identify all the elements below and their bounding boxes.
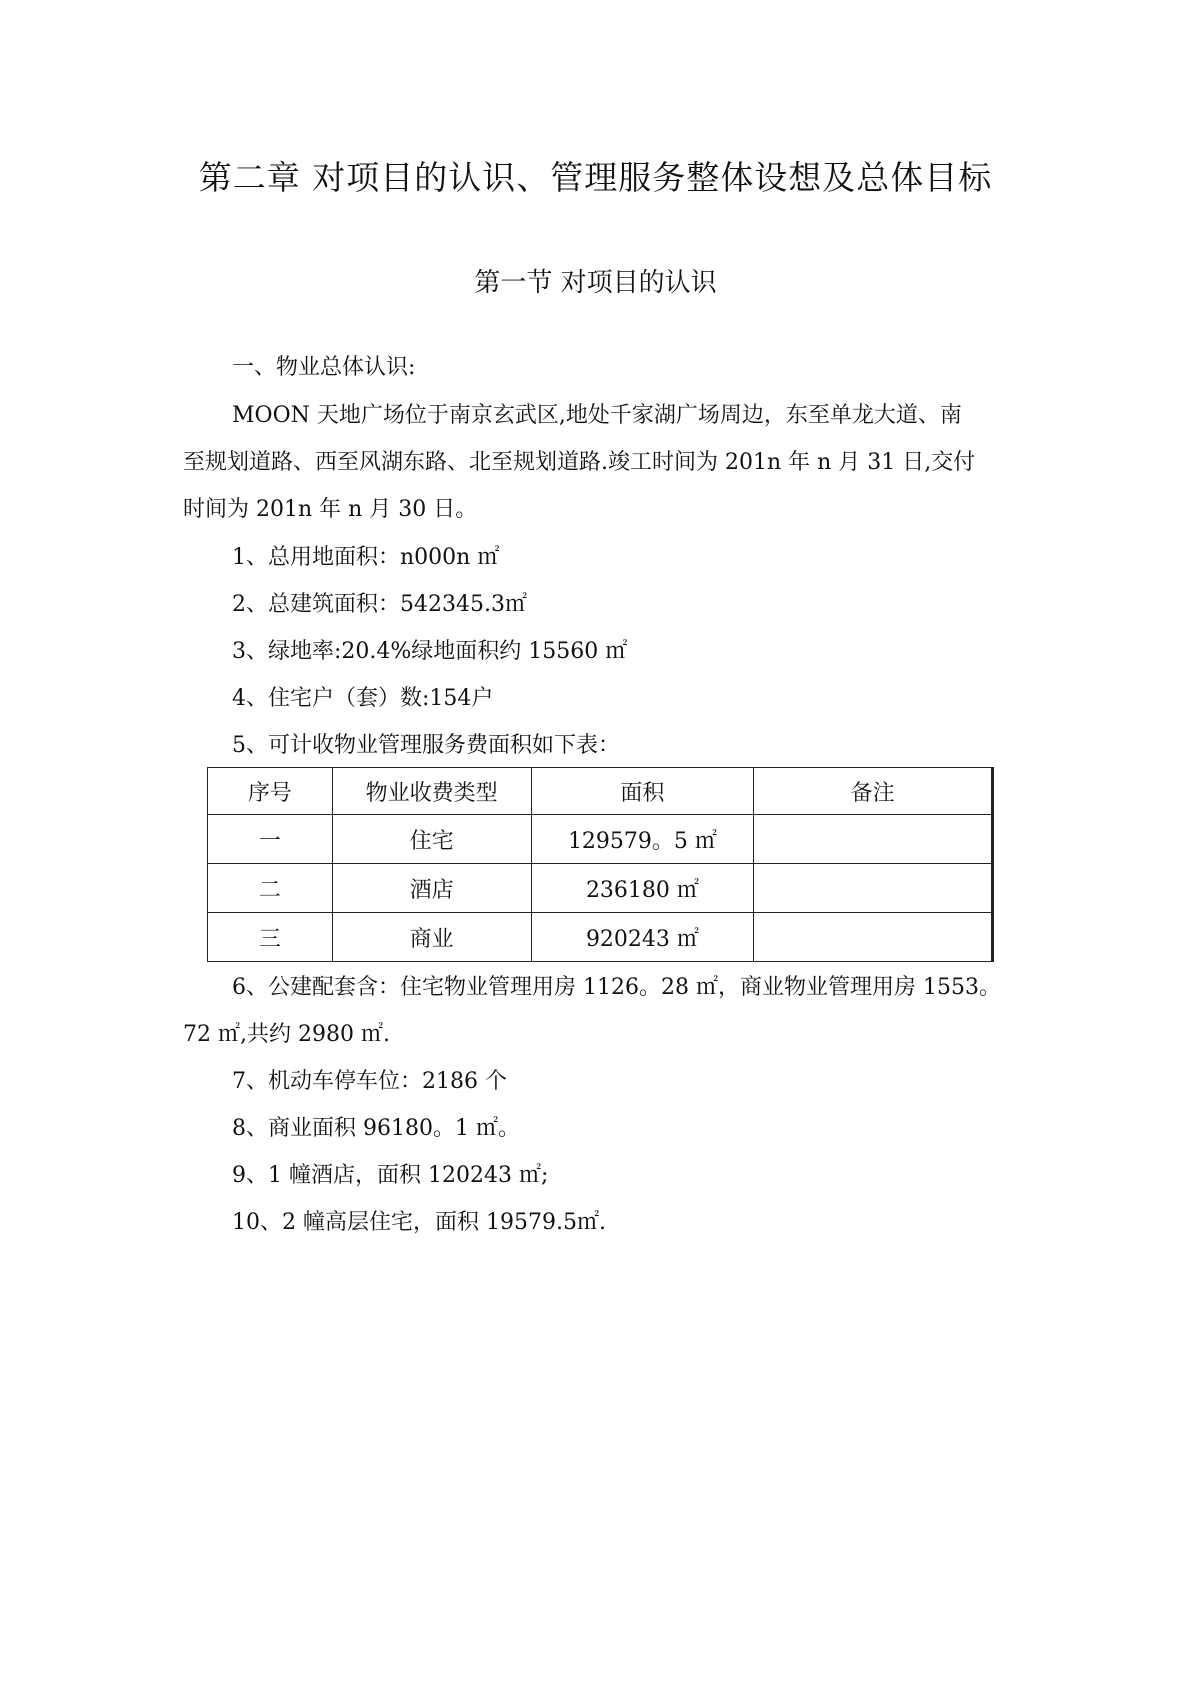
item-commercial-area: 8、商业面积 96180。1 ㎡。 bbox=[232, 1116, 520, 1141]
table-cell: 二 bbox=[208, 864, 333, 913]
table-cell: 商业 bbox=[332, 913, 531, 962]
table-cell: 236180 ㎡ bbox=[531, 864, 754, 913]
item-green-rate: 3、绿地率:20.4%绿地面积约 15560 ㎡ bbox=[232, 639, 628, 664]
fee-area-table-wrap bbox=[207, 767, 994, 962]
intro-line-2: 至规划道路、西至风湖东路、北至规划道路.竣工时间为 201n 年 n 月 31 日,交付 bbox=[183, 450, 976, 475]
item-total-land-area: 1、总用地面积：n000n ㎡ bbox=[232, 545, 500, 570]
intro-line-3: 时间为 201n 年 n 月 30 日。 bbox=[183, 497, 478, 522]
table-row bbox=[208, 913, 992, 962]
table-cell bbox=[754, 913, 992, 962]
table-cell: 住宅 bbox=[332, 815, 531, 864]
table-cell: 129579。5 ㎡ bbox=[531, 815, 754, 864]
heading-overview: 一、物业总体认识: bbox=[232, 355, 416, 380]
table-header-cell: 备注 bbox=[754, 768, 992, 815]
table-header-cell: 物业收费类型 bbox=[332, 768, 531, 815]
table-cell bbox=[754, 864, 992, 913]
table-right-border bbox=[991, 767, 994, 962]
table-cell: 920243 ㎡ bbox=[531, 913, 754, 962]
chapter-title: 第二章 对项目的认识、管理服务整体设想及总体目标 bbox=[198, 158, 993, 197]
section-title: 第一节 对项目的认识 bbox=[474, 268, 717, 298]
table-header-cell: 面积 bbox=[531, 768, 754, 815]
table-cell: 一 bbox=[208, 815, 333, 864]
item-fee-area-intro: 5、可计收物业管理服务费面积如下表： bbox=[232, 733, 620, 758]
item-parking: 7、机动车停车位：2186 个 bbox=[232, 1069, 507, 1094]
table-row bbox=[208, 815, 992, 864]
item-supporting-facilities-line-2: 72 ㎡,共约 2980 ㎡. bbox=[183, 1022, 390, 1047]
table-header-cell: 序号 bbox=[208, 768, 333, 815]
table-row bbox=[208, 864, 992, 913]
table-header-row bbox=[208, 768, 992, 815]
table-cell: 酒店 bbox=[332, 864, 531, 913]
item-supporting-facilities-line-1: 6、公建配套含：住宅物业管理用房 1126。28 ㎡，商业物业管理用房 1553。 bbox=[232, 975, 1001, 1000]
item-total-building-area: 2、总建筑面积：542345.3㎡ bbox=[232, 592, 527, 617]
table-cell: 三 bbox=[208, 913, 333, 962]
fee-area-table bbox=[207, 767, 992, 962]
item-high-rise-residential: 10、2 幢高层住宅，面积 19579.5㎡. bbox=[232, 1210, 606, 1235]
intro-line-1: MOON 天地广场位于南京玄武区,地处千家湖广场周边，东至单龙大道、南 bbox=[232, 403, 962, 428]
item-household-count: 4、住宅户（套）数:154户 bbox=[232, 686, 494, 711]
table-cell bbox=[754, 815, 992, 864]
item-hotel: 9、1 幢酒店，面积 120243 ㎡; bbox=[232, 1163, 549, 1188]
